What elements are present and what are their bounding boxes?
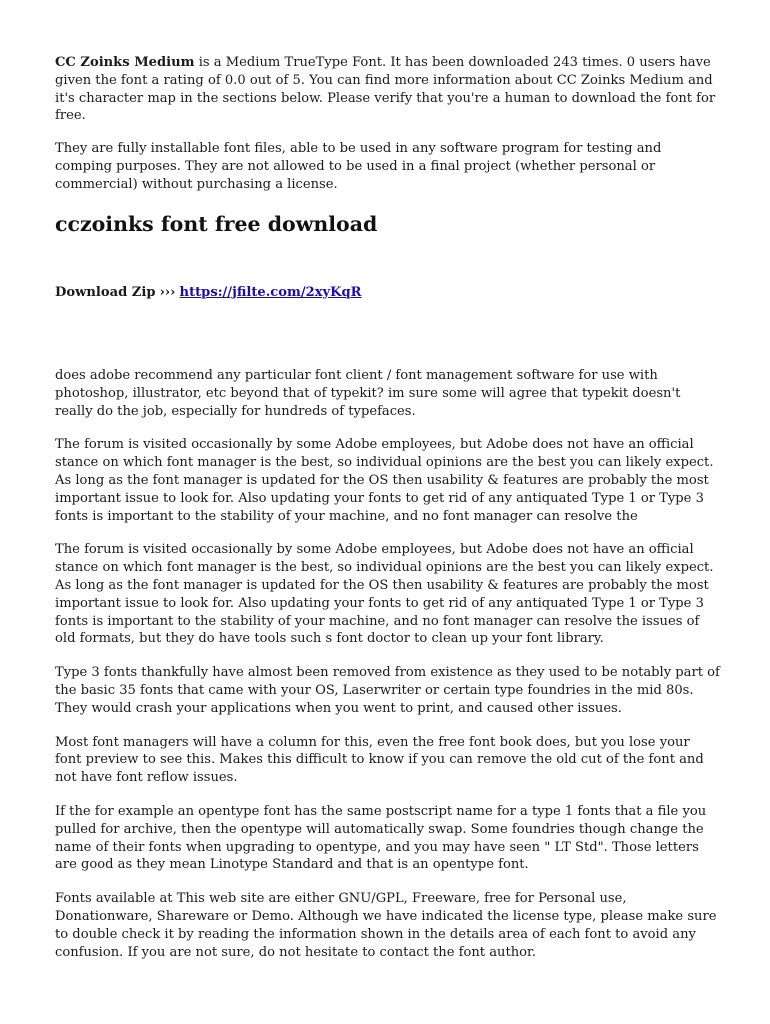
license-paragraph: They are fully installable font files, able to be used in any software program for testing and comping purposes. They are not allowed to be used in a final project (whether personal or commercial) without purchasing a license. bbox=[55, 141, 662, 192]
download-link[interactable]: https://jfilte.com/2xyKqR bbox=[179, 285, 362, 300]
article-body bbox=[55, 367, 720, 977]
download-arrows: ››› bbox=[159, 285, 176, 300]
document-page bbox=[55, 54, 720, 960]
paragraph-forum-2: The forum is visited occasionally by some Adobe employees, but Adobe does not have an official stance on which font manager is the best, so individual opinions are the best you can likely expect. As long as the font manager is updated for the OS then usability & features are probably the most important issue to look for. Also updating your fonts to get rid of any antiquated Type 1 or Type 3 fonts is important to the stability of your machine, and no font manager can resolve the issues of old formats, but they do have tools such s font doctor to clean up your font library. bbox=[55, 542, 714, 647]
download-line bbox=[55, 284, 362, 302]
paragraph-font-managers: Most font managers will have a column for this, even the free font book does, but you lose your font preview to see this. Makes this difficult to know if you can remove the old cut of the font and not have font reflow issues. bbox=[55, 734, 704, 786]
intro-paragraph bbox=[55, 54, 720, 125]
paragraph-opentype: If the for example an opentype font has the same postscript name for a type 1 fonts that a file you pulled for archive, then the opentype will automatically swap. Some foundries though change the name of their fonts when upgrading to opentype, and you may have seen " LT Std". Those letters are good as they mean Linotype Standard and that is an opentype font. bbox=[55, 803, 707, 873]
paragraph-type3: Type 3 fonts thankfully have almost been removed from existence as they used to be notably part of the basic 35 fonts that came with your OS, Laserwriter or certain type foundries in the mid 80s. They would crash your applications when you went to print, and caused other issues. bbox=[55, 665, 720, 716]
paragraph-licenses: Fonts available at This web site are either GNU/GPL, Freeware, free for Personal use, Donationware, Shareware or Demo. Although we have indicated the license type, please make sure to double check it by reading the information shown in the details area of each font to avoid any confusion. If you are not sure, do not hesitate to contact the font author. bbox=[55, 891, 717, 960]
download-label: Download Zip bbox=[55, 285, 156, 300]
intro-text: is a Medium TrueType Font. It has been downloaded 243 times. 0 users have given the font a rating of 0.0 out of 5. You can find more information about CC Zoinks Medium and it's character map in the sections below. Please verify that you're a human to download the font for free. bbox=[55, 55, 716, 124]
page-heading: cczoinks font free download bbox=[55, 212, 378, 236]
font-name: CC Zoinks Medium bbox=[55, 55, 195, 70]
paragraph-adobe-question: does adobe recommend any particular font client / font management software for use with photoshop, illustrator, etc beyond that of typekit? im sure some will agree that typekit doesn't really do the job, especially for hundreds of typefaces. bbox=[55, 368, 681, 419]
paragraph-forum-1: The forum is visited occasionally by some Adobe employees, but Adobe does not have an official stance on which font manager is the best, so individual opinions are the best you can likely expect. As long as the font manager is updated for the OS then usability & features are probably the most important issue to look for. Also updating your fonts to get rid of any antiquated Type 1 or Type 3 fonts is important to the stability of your machine, and no font manager can resolve the bbox=[55, 437, 714, 524]
